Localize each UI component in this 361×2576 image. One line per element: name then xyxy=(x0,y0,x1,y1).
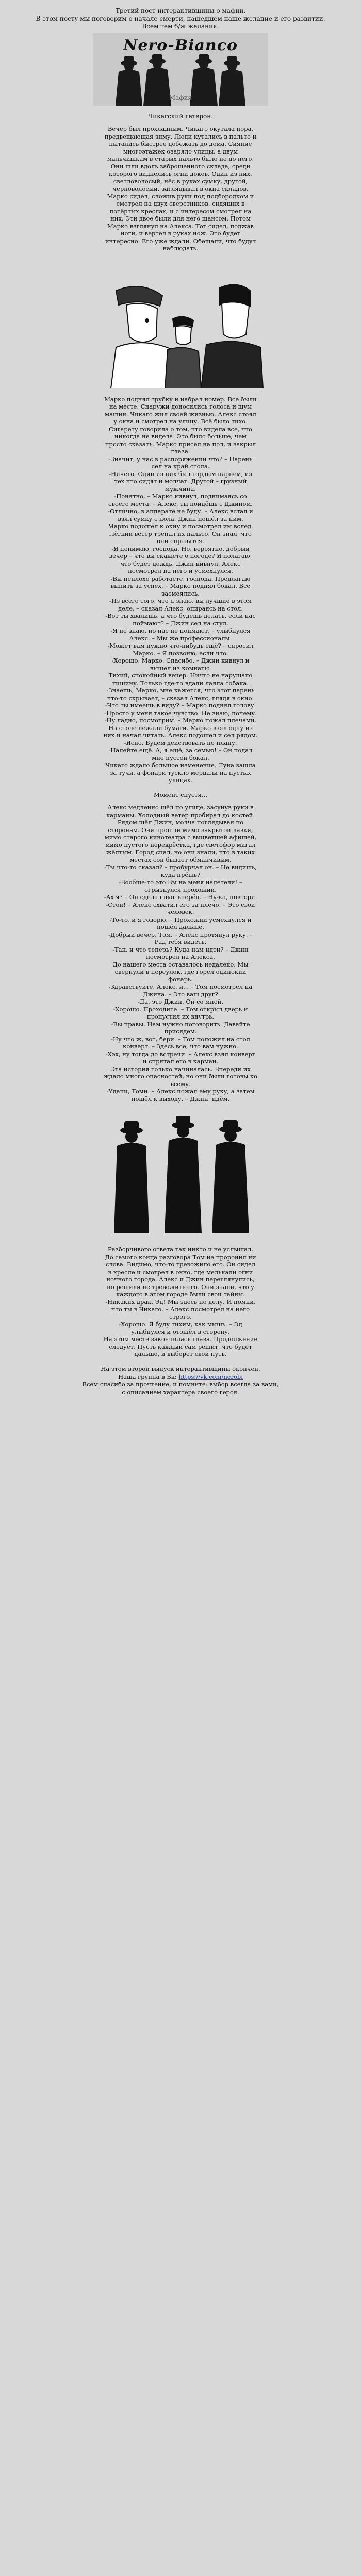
story-paragraph: -Удачи, Томи. – Алекс пожал ему руку, а затем пошёл к выходу. – Джин, идём. xyxy=(106,1088,255,1103)
story-paragraph: -Хорошо. Я буду тихим, как мышь. – Эд улыбнулся и отошёл в сторону. xyxy=(119,1320,242,1335)
story-paragraph: На столе лежали бумаги. Марко взял одну из них и начал читать. Алекс подошёл и сел рядом. xyxy=(103,724,258,739)
intro-line-2: В этом посту мы поговорим о начале смерти, нашедшем наше желание и его развитии. xyxy=(36,15,325,22)
banner-title: Nero-Bianco xyxy=(123,37,238,55)
story-paragraph: -Хорошо, Марко. Спасибо. – Джин кивнул и вышел из комнаты. xyxy=(111,657,250,672)
story-paragraph: -Значит, у нас в распоряжении что? – Парень сел на край стола. xyxy=(108,455,253,470)
story-paragraph: Эта история только начиналась. Впереди их ждало много опасностей, но они были готовы ко всему. xyxy=(103,1065,258,1088)
footer-line-1: На этом второй выпуск интерактивщины окончен. xyxy=(101,1365,260,1372)
story-paragraph: -Ясно. Будем действовать по плану. xyxy=(124,739,237,747)
story-paragraph: -Вы правы. Нам нужно поговорить. Давайте присядем. xyxy=(111,1020,250,1035)
story-paragraph: Сигарету говорила о том, что видела все, что никогда не видела. Это было больше, чем просто сказать. Марко присел на пол, и закрыл глаза. xyxy=(105,425,256,455)
story-paragraph: Алекс медленно шёл по улице, засунув руки в карманы. Холодный ветер пробирал до костей. Рядом шёл Джин, молча поглядывая по сторонам. Они прошли мимо закрытой лавки, мимо старого кинотеатра с выцветшей афишей, мимо пустого перекрёстка, где светофор мигал жёлтым. Город спал, но они знали, что в таких местах сон бывает обманчивым. xyxy=(104,804,257,863)
story-paragraph: Тихий, спокойный вечер. Ничто не нарушало тишину. Только где-то вдали лаяла собака. xyxy=(108,672,253,687)
story-paragraph: -Стой! – Алекс схватил его за плечо. – Это свой человек. xyxy=(106,901,255,916)
group-label: Наша группа в Вк: xyxy=(118,1372,177,1380)
story-paragraph: Разборчивого ответа так никто и не услышал. До самого конца разговора Том не проронил ни слова. Видимо, что-то тревожило его. Он сидел в кресле и смотрел в окно, где мелькали огни ночного города. Алекс и Джин переглянулись, но решили не тревожить его. Они знали, что у каждого в этом городе были свои тайны. xyxy=(105,1246,256,1298)
story-paragraph: Вечер был прохладным. Чикаго окутала пора, предвещающая зиму. Люди кутались в пальто и пытались быстрее добежать до дома. Сияние многоэтажек озаряло улицы, а двум мальчишкам в старых пальто было не до него. Они шли вдоль заброшенного склада, среди которого виднелись огни доков. Один из них, светловолосый, нёс в руках сумку, другой, черноволосый, заглядывал в окна складов. xyxy=(104,125,257,192)
title-banner xyxy=(93,33,268,106)
story-paragraph: -Ах я? – Он сделал шаг вперёд. – Ну-ка, повтори. xyxy=(104,893,257,901)
scene-illustration-portrait xyxy=(95,260,266,388)
story-paragraph: -Здравствуйте, Алекс, и... – Том посмотрел на Джина. – Это ваш друг? xyxy=(108,983,253,998)
story-paragraph: -Из всего того, что я знаю, вы лучшие в этом деле, – сказал Алекс, опираясь на стол. xyxy=(109,597,252,612)
banner-subtitle: Мафия xyxy=(169,94,192,101)
story-paragraph: -Вы неплохо работаете, господа. Предлагаю выпить за успех. – Марко поднял бокал. Все засмеялись. xyxy=(110,574,251,597)
story-paragraph: -Отлично, в аппарате не буду. – Алекс встал и взял сумку с пола. Джин пошёл за ним. xyxy=(108,507,253,522)
story-section-2 xyxy=(103,396,258,1103)
chapter-title: Чикагский гетерон. xyxy=(147,113,214,120)
story-paragraph: -Я не знаю, но нас не поймают, – улыбнулся Алекс. – Мы же профессионалы. xyxy=(110,627,251,642)
story-section-1 xyxy=(103,125,258,252)
story-paragraph: -Что ты имеешь в виду? – Марко поднял голову. xyxy=(105,702,256,709)
story-paragraph: Чикаго ждало большое изменение. Луна зашла за тучи, а фонари тускло мерцали на пустых улицах. xyxy=(105,761,256,784)
story-paragraph: Марко поднял трубку и набрал номер. Все были на месте. Снаружи доносились голоса и шум машин. Чикаго жил своей жизнью. Алекс стоял у окна и смотрел на улицу. Всё было тихо. xyxy=(104,395,257,425)
story-paragraph: -То-то, и я говорю. – Прохожий усмехнулся и пошёл дальше. xyxy=(109,916,252,930)
story-paragraph: -Никаких драк, Эд! Мы здесь по делу. И помни, что ты в Чикаго. – Алекс посмотрел на него строго. xyxy=(105,1298,256,1320)
story-paragraph: -Я понимаю, господа. Но, вероятно, добрый вечер – что вы скажете о погоде? Я полагаю, что будет дождь. Джин кивнул. Алекс посмотрел на него и усмехнулся. xyxy=(109,545,252,574)
story-paragraph: -Ты что-то сказал? – пробурчал он. – Не видишь, куда прёшь? xyxy=(104,863,257,878)
story-paragraph: -Ну что ж, вот, бери. – Том положил на стол конверт. – Здесь всё, что вам нужно. xyxy=(111,1035,250,1050)
story-paragraph: -Ну ладно, посмотрим. – Марко пожал плечами. xyxy=(104,717,257,724)
group-link[interactable]: https://vk.com/nerobi xyxy=(178,1372,243,1380)
story-paragraph: -Знаешь, Марко, мне кажется, что этот парень что-то скрывает, – сказал Алекс, глядя в окно. xyxy=(106,687,255,702)
story-paragraph: -Вот ты хвалишь, а что будешь делать, если нас поймают? – Джин сел на стул. xyxy=(105,612,256,627)
post-footer xyxy=(0,1365,361,1396)
intro-line-3: Всем тем б/ж желания. xyxy=(142,23,219,30)
interlude-text: Момент спустя... xyxy=(153,791,208,799)
story-paragraph: -Понятно, – Марко кивнул, поднимаясь со своего места. – Алекс, ты пойдёшь с Джином. xyxy=(108,493,253,507)
footer-line-2 xyxy=(0,1373,361,1381)
story-paragraph: -Вообще-то это Вы на меня налетели! – огрызнулся прохожий. xyxy=(119,878,242,893)
story-paragraph: На этом месте закончилась глава. Продолжение следует. Пусть каждый сам решит, что будет дальше, и выберет свой путь. xyxy=(103,1335,258,1358)
story-paragraph: -Да, это Джин. Он со мной. xyxy=(138,998,223,1005)
story-paragraph: -Ничего. Один из них был гордым парнем, из тех что сидят и молчат. Другой – грузный мужчина. xyxy=(109,470,252,493)
story-paragraph: Марко подошёл к окну и посмотрел им вслед. Лёгкий ветер трепал их пальто. Он знал, что они справятся. xyxy=(108,522,253,545)
intro-line-1: Третий пост интерактивщины о мафии. xyxy=(115,7,246,14)
story-paragraph: Марко сидел, сложив руки под подбородком и смотрел на двух сверстников, сидящих в потёртых креслах, и с интересом смотрел на них. Эти двое были для него шансом. Потом Марко взглянул на Алекса. Тот сидел, поджав ноги, и вертел в руках нож. Это будет интересно. Его уже ждали. Обещали, что будут наблюдать. xyxy=(105,192,256,252)
story-paragraph: До нашего места оставалось недалеко. Мы свернули в переулок, где горел одинокий фонарь. xyxy=(112,960,249,983)
story-paragraph: -Налейте ещё. А, я ещё, за семью! – Он подал мне пустой бокал. xyxy=(108,747,253,761)
story-paragraph: -Хорошо. Проходите. – Том открыл дверь и пропустил их внутрь. xyxy=(113,1005,248,1020)
scene-illustration-three-men xyxy=(95,1110,266,1239)
intro-block xyxy=(0,0,361,30)
story-paragraph: -Хэх, ну тогда до встречи. – Алекс взял конверт и спрятал его в карман. xyxy=(105,1050,256,1065)
footer-line-3: Всем спасибо за прочтение, и помните: выбор всегда за вами, xyxy=(82,1380,279,1388)
footer-line-4: с описанием характера своего героя. xyxy=(122,1388,239,1396)
story-paragraph: -Добрый вечер, Том. – Алекс протянул руку. – Рад тебя видеть. xyxy=(108,930,253,945)
story-paragraph: -Так, и что теперь? Куда нам идти? – Джин посмотрел на Алекса. xyxy=(112,945,249,960)
story-paragraph: -Просто у меня такое чувство. Не знаю, почему. xyxy=(104,709,257,717)
story-paragraph: -Может вам нужно что-нибудь ещё? – спросил Марко. – Я позвоню, если что. xyxy=(107,642,254,657)
story-section-3 xyxy=(103,1246,258,1358)
